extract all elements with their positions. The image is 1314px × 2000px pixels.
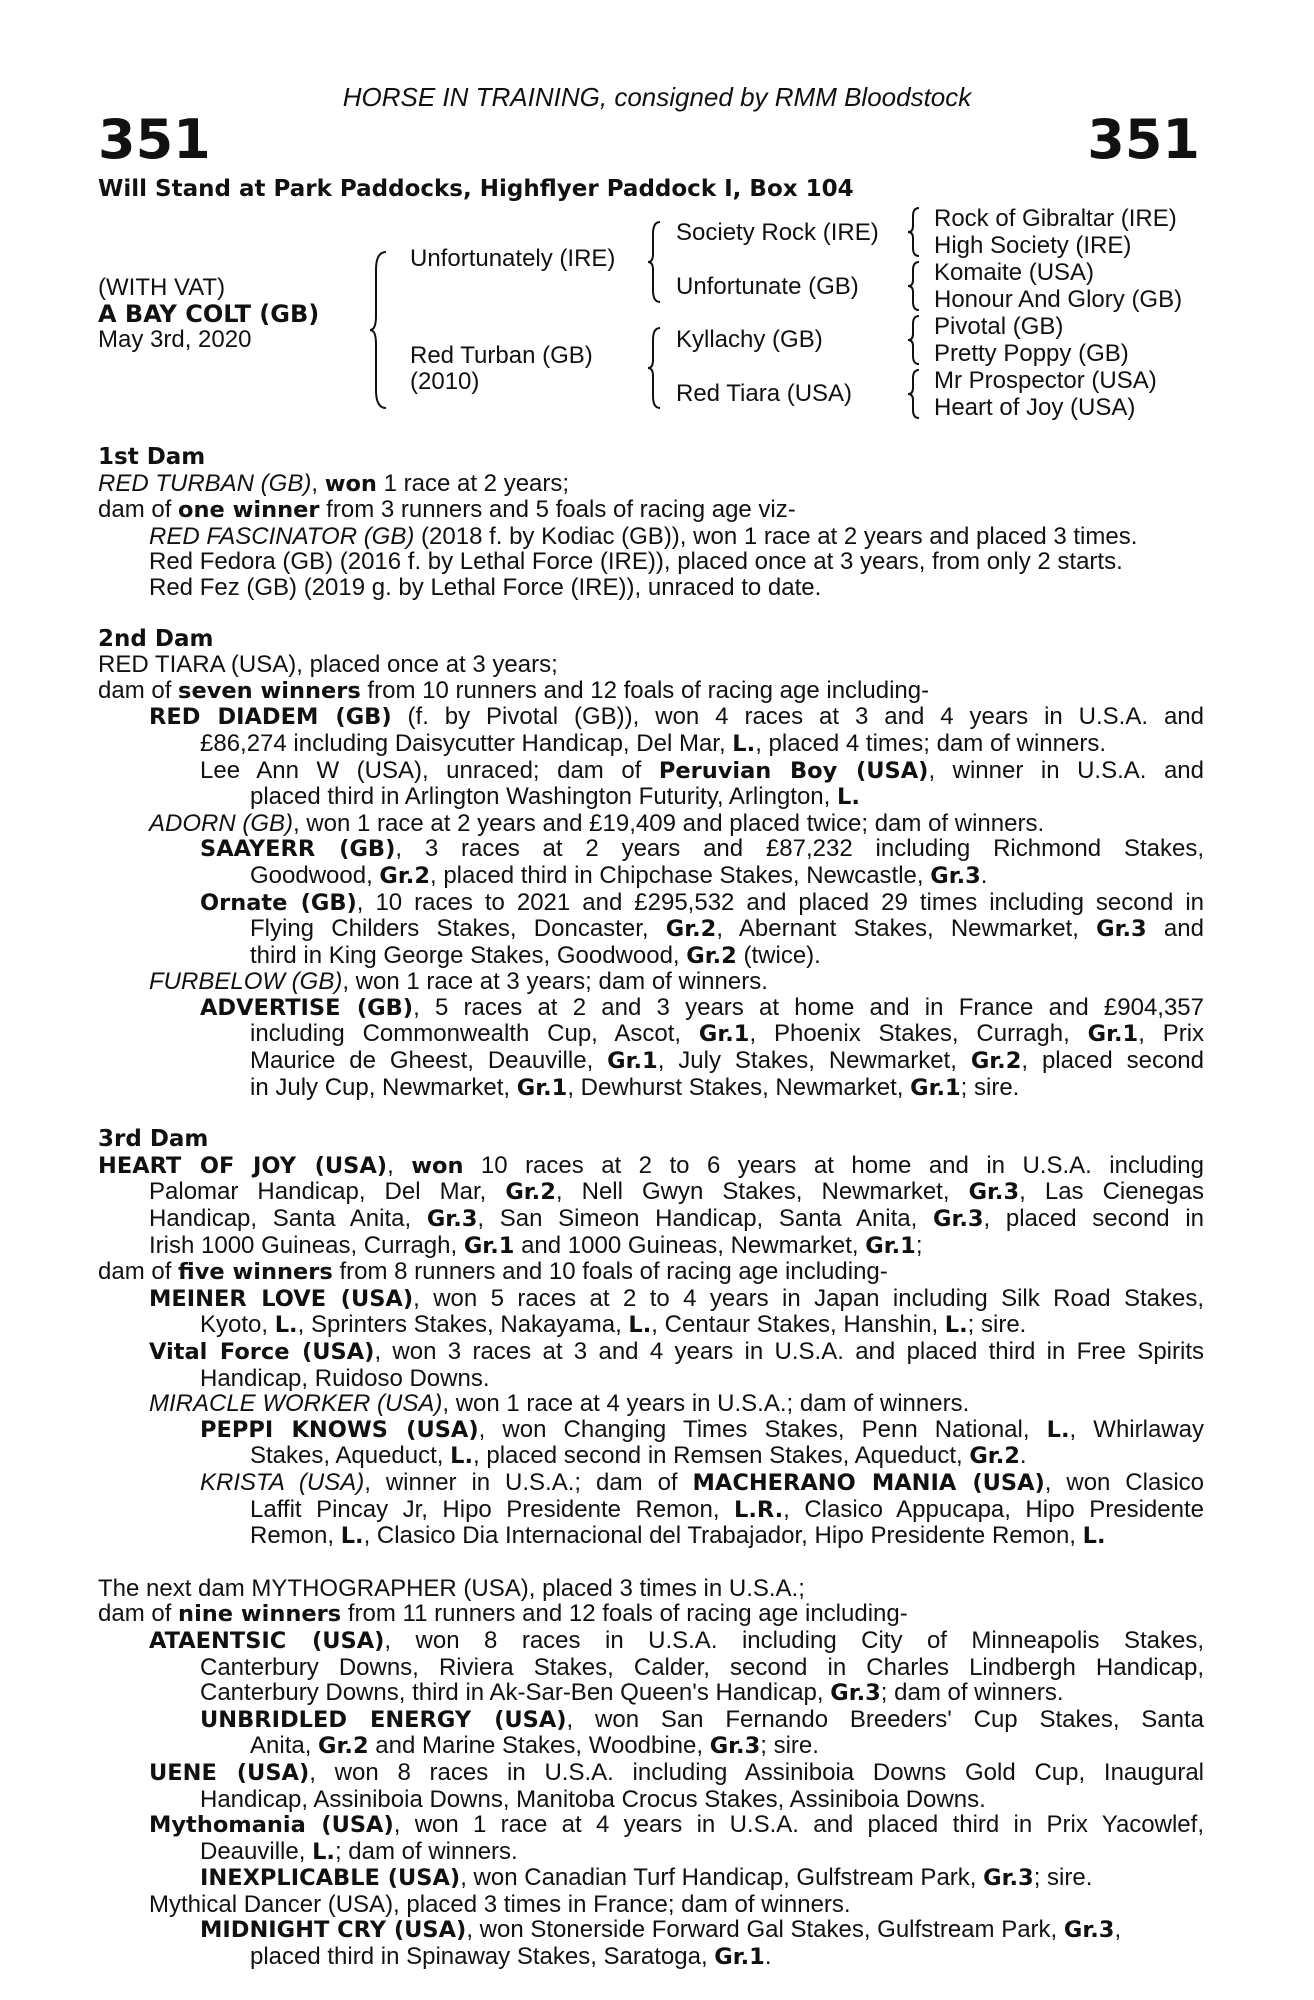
produce-entry-cont: Stakes, Aqueduct, L., placed second in Remsen Stakes, Aqueduct, Gr.2. — [250, 1442, 1027, 1470]
produce-entry-cont: Remon, L., Clasico Dia Internacional del Trabajador, Hipo Presidente Remon, L. — [250, 1522, 1106, 1550]
produce-summary: dam of one winner from 3 runners and 5 foals of racing age viz- — [98, 496, 796, 524]
brace-sire — [646, 220, 664, 304]
produce-entry-cont: £86,274 including Daisycutter Handicap, Del Mar, L., placed 4 times; dam of winners. — [200, 729, 1107, 757]
gg-dam-4: Heart of Joy (USA) — [934, 394, 1136, 421]
produce-entry: INEXPLICABLE (USA), won Canadian Turf Handicap, Gulfstream Park, Gr.3; sire. — [200, 1864, 1093, 1892]
produce-entry-cont: Handicap, Assiniboia Downs, Manitoba Crocus Stakes, Assiniboia Downs. — [200, 1785, 986, 1813]
produce-entry-cont: Kyoto, L., Sprinters Stakes, Nakayama, L., Centaur Stakes, Hanshin, L.; sire. — [200, 1311, 1027, 1339]
produce-entry: ADORN (GB), won 1 race at 2 years and £19,409 and placed twice; dam of winners. — [149, 809, 1045, 837]
second-dam-section — [98, 627, 1204, 1102]
dam-line-cont: Irish 1000 Guineas, Curragh, Gr.1 and 1000 Guineas, Newmarket, Gr.1; — [149, 1231, 923, 1259]
first-dam-section — [98, 445, 1204, 601]
gg-dam-1: High Society (IRE) — [934, 232, 1132, 259]
gg-sire-2: Komaite (USA) — [934, 259, 1095, 286]
third-dam-section — [98, 1127, 1204, 1550]
brace-main — [368, 250, 390, 410]
produce-entry-cont: Flying Childers Stakes, Doncaster, Gr.2, Abernant Stakes, Newmarket, Gr.3 and — [250, 915, 1204, 943]
horse-name: A BAY COLT (GB) — [98, 300, 320, 328]
family-details — [98, 445, 1204, 1971]
stand-location: Will Stand at Park Paddocks, Highflyer Paddock I, Box 104 — [98, 176, 854, 202]
produce-entry: Lee Ann W (USA), unraced; dam of Peruvian Boy (USA), winner in U.S.A. and — [200, 756, 1204, 784]
produce-entry-cont: placed third in Spinaway Stakes, Saratoga, Gr.1. — [250, 1943, 772, 1971]
brace-g3 — [906, 314, 922, 366]
produce-entry: MIDNIGHT CRY (USA), won Stonerside Forward Gal Stakes, Gulfstream Park, Gr.3, — [200, 1916, 1122, 1944]
produce-entry-cont: Laffit Pincay Jr, Hipo Presidente Remon, L.R., Clasico Appucapa, Hipo Presidente — [250, 1495, 1204, 1523]
produce-entry: FURBELOW (GB), won 1 race at 3 years; dam of winners. — [149, 968, 768, 996]
dam-line: HEART OF JOY (USA), won 10 races at 2 to 6 years at home and in U.S.A. including — [98, 1151, 1205, 1179]
produce-summary: dam of five winners from 8 runners and 10 foals of racing age including- — [98, 1258, 888, 1286]
lot-number-left: 351 — [98, 108, 211, 171]
dam-foaled-year: (2010) — [410, 368, 480, 395]
produce-summary: dam of seven winners from 10 runners and 12 foals of racing age including- — [98, 676, 930, 704]
produce-entry-cont: Canterbury Downs, third in Ak-Sar-Ben Queen's Handicap, Gr.3; dam of winners. — [200, 1679, 1064, 1707]
gg-sire-3: Pivotal (GB) — [934, 313, 1064, 340]
produce-entry-cont: Maurice de Gheest, Deauville, Gr.1, July Stakes, Newmarket, Gr.2, placed second — [250, 1047, 1204, 1075]
dam-name: Red Turban (GB) — [410, 342, 593, 369]
produce-entry-cont: Canterbury Downs, Riviera Stakes, Calder, second in Charles Lindbergh Handicap, — [200, 1653, 1204, 1681]
produce-entry-cont: Anita, Gr.2 and Marine Stakes, Woodbine, Gr.3; sire. — [250, 1732, 819, 1760]
produce-entry: PEPPI KNOWS (USA), won Changing Times Stakes, Penn National, L., Whirlaway — [200, 1415, 1204, 1443]
sire-sire: Society Rock (IRE) — [676, 219, 879, 246]
brace-g2 — [906, 260, 922, 312]
produce-entry-cont: including Commonwealth Cup, Ascot, Gr.1, Phoenix Stakes, Curragh, Gr.1, Prix — [250, 1020, 1205, 1048]
dam-line-cont: Handicap, Santa Anita, Gr.3, San Simeon Handicap, Santa Anita, Gr.3, placed second in — [149, 1205, 1205, 1233]
produce-entry: SAAYERR (GB), 3 races at 2 years and £87,232 including Richmond Stakes, — [200, 835, 1204, 863]
produce-entry: Vital Force (USA), won 3 races at 3 and 4 years in U.S.A. and placed third in Free Spirits — [149, 1338, 1204, 1365]
gg-dam-2: Honour And Glory (GB) — [934, 286, 1183, 313]
next-dam-section — [98, 1576, 1204, 1971]
brace-g4 — [906, 368, 922, 420]
section-heading: 2nd Dam — [98, 625, 214, 652]
produce-entry: RED FASCINATOR (GB) (2018 f. by Kodiac (GB)), won 1 race at 2 years and placed 3 times. — [149, 522, 1138, 550]
produce-entry-cont: placed third in Arlington Washington Futurity, Arlington, L. — [250, 783, 860, 811]
gg-dam-3: Pretty Poppy (GB) — [934, 340, 1129, 367]
lot-number-right: 351 — [1087, 108, 1200, 171]
gg-sire-1: Rock of Gibraltar (IRE) — [934, 205, 1177, 232]
dam-sire: Kyllachy (GB) — [676, 326, 823, 353]
vat-note: (WITH VAT) — [98, 274, 226, 301]
produce-entry: Red Fedora (GB) (2016 f. by Lethal Force (IRE)), placed once at 3 years, from only 2 starts. — [149, 548, 1123, 576]
produce-entry: UNBRIDLED ENERGY (USA), won San Fernando Breeders' Cup Stakes, Santa — [200, 1705, 1204, 1733]
produce-entry: Red Fez (GB) (2019 g. by Lethal Force (IRE)), unraced to date. — [149, 573, 822, 601]
produce-entry: Mythomania (USA), won 1 race at 4 years in U.S.A. and placed third in Prix Yacowlef, — [149, 1811, 1204, 1839]
produce-entry: RED DIADEM (GB) (f. by Pivotal (GB)), won 4 races at 3 and 4 years in U.S.A. and — [149, 703, 1204, 731]
dam-line: RED TURBAN (GB), won 1 race at 2 years; — [98, 469, 570, 497]
produce-entry: MIRACLE WORKER (USA), won 1 race at 4 years in U.S.A.; dam of winners. — [149, 1390, 970, 1418]
foaling-date: May 3rd, 2020 — [98, 326, 252, 353]
produce-entry: KRISTA (USA), winner in U.S.A.; dam of MACHERANO MANIA (USA), won Clasico — [200, 1468, 1204, 1496]
produce-entry: Mythical Dancer (USA), placed 3 times in France; dam of winners. — [149, 1890, 851, 1918]
section-heading: 1st Dam — [98, 444, 206, 470]
brace-dam — [646, 326, 664, 410]
sire-name: Unfortunately (IRE) — [410, 245, 616, 272]
produce-entry: Ornate (GB), 10 races to 2021 and £295,532 and placed 29 times including second in — [200, 888, 1204, 916]
section-heading: 3rd Dam — [98, 1126, 209, 1153]
dam-line-cont: Palomar Handicap, Del Mar, Gr.2, Nell Gwyn Stakes, Newmarket, Gr.3, Las Cienegas — [149, 1178, 1205, 1206]
produce-entry-cont: third in King George Stakes, Goodwood, Gr.2 (twice). — [250, 941, 821, 969]
brace-g1 — [906, 206, 922, 258]
produce-entry-cont: Goodwood, Gr.2, placed third in Chipchase Stakes, Newcastle, Gr.3. — [250, 861, 988, 889]
sire-dam: Unfortunate (GB) — [676, 273, 859, 300]
produce-entry: ADVERTISE (GB), 5 races at 2 and 3 years at home and in France and £904,357 — [200, 993, 1205, 1021]
catalogue-subtitle: HORSE IN TRAINING, consigned by RMM Bloodstock — [342, 82, 972, 112]
produce-entry: ATAENTSIC (USA), won 8 races in U.S.A. including City of Minneapolis Stakes, — [149, 1626, 1204, 1654]
gg-sire-4: Mr Prospector (USA) — [934, 367, 1157, 394]
dam-dam: Red Tiara (USA) — [676, 380, 853, 407]
produce-entry-cont: Deauville, L.; dam of winners. — [200, 1837, 518, 1865]
dam-line: RED TIARA (USA), placed once at 3 years; — [98, 651, 558, 679]
produce-entry-cont: Handicap, Ruidoso Downs. — [200, 1364, 490, 1392]
produce-entry: MEINER LOVE (USA), won 5 races at 2 to 4 years in Japan including Silk Road Stakes, — [149, 1284, 1204, 1312]
produce-entry: UENE (USA), won 8 races in U.S.A. including Assiniboia Downs Gold Cup, Inaugural — [149, 1758, 1204, 1786]
produce-summary: dam of nine winners from 11 runners and 12 foals of racing age including- — [98, 1600, 908, 1628]
dam-line: The next dam MYTHOGRAPHER (USA), placed 3 times in U.S.A.; — [98, 1574, 805, 1602]
produce-entry-cont: in July Cup, Newmarket, Gr.1, Dewhurst Stakes, Newmarket, Gr.1; sire. — [250, 1073, 1020, 1101]
